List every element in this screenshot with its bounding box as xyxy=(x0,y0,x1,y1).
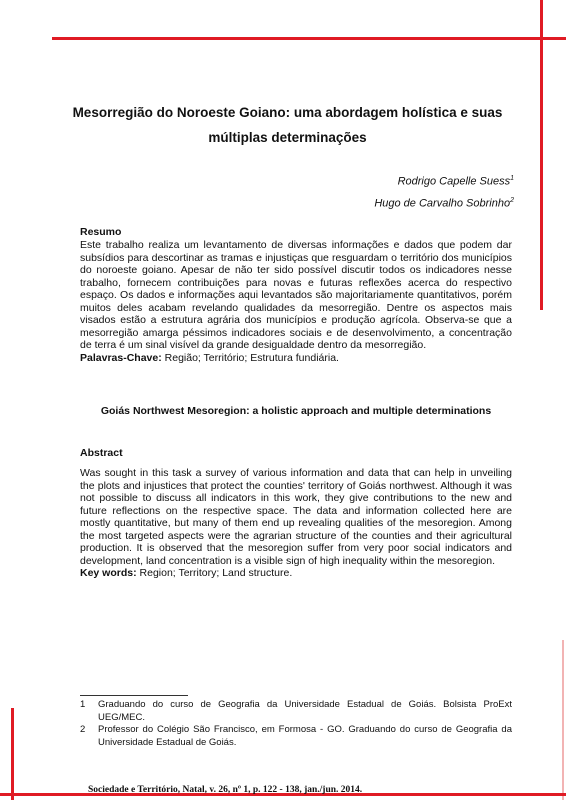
abstract-keywords xyxy=(80,567,512,580)
author-2-name: Hugo de Carvalho Sobrinho xyxy=(374,197,511,210)
resumo-text: Este trabalho realiza um levantamento de diversas informações e dados que podem dar subsídios para descortinar as tramas e injustiças que resguardam o território dos municípios do noroeste goiano. Apesar de não ter sido possível discutir todos os indicadores nesse trabalho, fornecem contribuições para novas e futuras reflexões acerca do respectivo espaço. Os dados e informações aqui levantados são majoritariamente quantitativos, porém muitos deles acabam revelando qualidades da mesorregião. Dentre os aspectos mais visados estão a estrutura agrária dos municípios e produção agrícola. Observa-se que a mesorregião amarga péssimos indicadores sociais e de desenvolvimento, a concentração de terra é um sinal visível da grande desigualdade dentro da mesorregião. xyxy=(80,239,512,351)
footnote-2-number: 2 xyxy=(80,724,86,735)
author-1-note: 1 xyxy=(510,175,514,182)
resumo-section xyxy=(80,239,512,364)
author-1 xyxy=(374,168,514,190)
decorative-right-lower-rule xyxy=(562,640,564,800)
footnote-1-number: 1 xyxy=(80,699,86,710)
journal-footer: Sociedade e Território, Natal, v. 26, nº 1, p. 122 - 138, jan./jun. 2014. xyxy=(88,785,363,795)
resumo-keywords xyxy=(80,352,512,365)
footnote-2 xyxy=(80,723,512,749)
footnote-1 xyxy=(80,698,512,724)
author-2-note: 2 xyxy=(510,197,514,204)
resumo-keywords-label: Palavras-Chave: xyxy=(80,351,162,364)
author-list xyxy=(374,168,514,212)
resumo-heading: Resumo xyxy=(80,226,122,238)
abstract-keywords-label: Key words: xyxy=(80,567,137,579)
author-2 xyxy=(374,190,514,212)
paper-title: Mesorregião do Noroeste Goiano: uma abordagem holística e suas múltiplas determinações xyxy=(72,105,503,145)
footnote-2-text: Professor do Colégio São Francisco, em Formosa - GO. Graduando do curso de Geografia da Universidade Estadual de Goiás. xyxy=(98,724,512,748)
decorative-right-rule xyxy=(540,0,543,310)
abstract-keywords-value: Region; Territory; Land structure. xyxy=(139,567,293,579)
abstract-text: Was sought in this task a survey of various information and data that can help in unveiling the plots and injustices that protect the counties' territory of Goiás northwest. Although it was not possible to discuss all indicators in this work, they give contributions to the new and future reflections on the respective space. The data and information collected here are mostly quantitative, but many of them end up revealing qualities of the mesoregion. Among the most targeted aspects were the agrarian structure of the counties and their agricultural production. It is observed that the mesoregion suffer from very poor social indicators and development, land concentration is a visible sign of high inequality within the mesoregion. xyxy=(80,467,512,567)
author-1-name: Rodrigo Capelle Suess xyxy=(397,175,511,188)
resumo-keywords-value: Região; Território; Estrutura fundiária. xyxy=(164,351,339,364)
footnote-rule xyxy=(80,695,188,696)
english-title: Goiás Northwest Mesoregion: a holistic approach and multiple determinations xyxy=(100,405,492,417)
abstract-heading: Abstract xyxy=(80,447,123,459)
decorative-top-rule xyxy=(52,37,566,40)
decorative-left-rule xyxy=(11,708,14,800)
footnote-1-text: Graduando do curso de Geografia da Universidade Estadual de Goiás. Bolsista ProExt UEG/MEC. xyxy=(98,699,512,723)
abstract-section xyxy=(80,467,512,580)
